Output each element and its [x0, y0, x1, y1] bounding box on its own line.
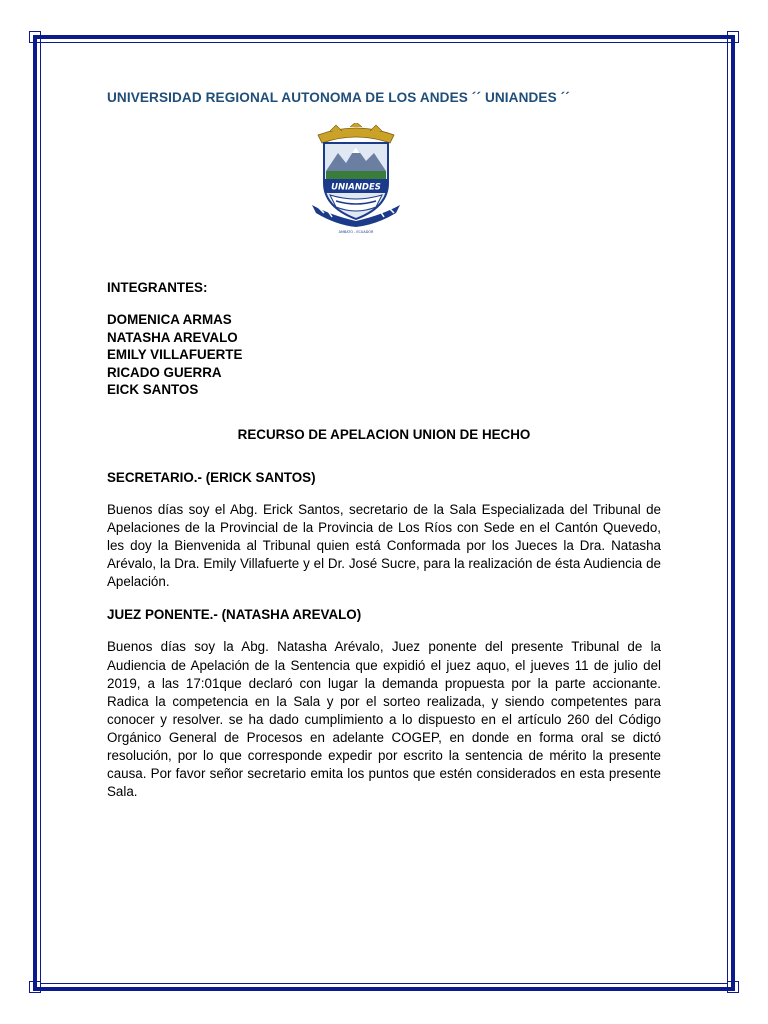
logo-area — [107, 123, 661, 243]
member-name: RICADO GUERRA — [107, 364, 222, 380]
document-body — [107, 90, 661, 801]
member-name: EICK SANTOS — [107, 382, 199, 398]
document-title: RECURSO DE APELACION UNION DE HECHO — [237, 426, 531, 442]
section-paragraph-secretario: Buenos días soy el Abg. Erick Santos, secretario de la Sala Especializada del Tribunal de Apelaciones de la Provincial de la Provincia de Los Ríos con Sede en el Cantón Quevedo, les doy la Bienvenida al Tribunal quien está Conformada por los Jueces la Dra. Natasha Arévalo, la Dra. Emily Villafuerte y el Dr. José Sucre, para la realización de ésta Audiencia de Apelación. — [107, 501, 661, 590]
logo-caption: AMBATO - ECUADOR — [338, 230, 374, 234]
university-logo — [310, 123, 402, 235]
university-title: UNIVERSIDAD REGIONAL AUTONOMA DE LOS ANDES ´´ UNIANDES ´´ — [107, 90, 570, 105]
members-label: INTEGRANTES: — [107, 280, 208, 295]
border-corner-bottom-left — [29, 981, 41, 993]
section-heading-secretario: SECRETARIO.- (ERICK SANTOS) — [107, 469, 316, 485]
border-corner-top-right — [727, 31, 739, 43]
section-heading-juez-ponente: JUEZ PONENTE.- (NATASHA AREVALO) — [107, 607, 362, 623]
members-list — [107, 311, 661, 399]
border-corner-bottom-right — [727, 981, 739, 993]
member-name: DOMENICA ARMAS — [107, 312, 232, 327]
logo-text: UNIANDES — [331, 182, 381, 193]
member-name: NATASHA AREVALO — [107, 329, 238, 345]
section-paragraph-juez-ponente: Buenos días soy la Abg. Natasha Arévalo, Juez ponente del presente Tribunal de la Audiencia de Apelación de la Sentencia que expidió el juez aquo, el jueves 11 de julio del 2019, a las 17:01que declaró con lugar la demanda propuesta por la parte accionante. Radica la competencia en la Sala y por el sorteo realizada, y siendo competentes para conocer y resolver. se ha dado cumplimiento a lo dispuesto en el artículo 260 del Código Orgánico General de Procesos en adelante COGEP, en donde en forma oral se dictó resolución, por lo que corresponde expedir por escrito la sentencia de mérito la presente causa. Por favor señor secretario emita los puntos que estén considerados en esta presente Sala. — [107, 639, 661, 800]
border-corner-top-left — [29, 31, 41, 43]
member-name: EMILY VILLAFUERTE — [107, 347, 243, 363]
